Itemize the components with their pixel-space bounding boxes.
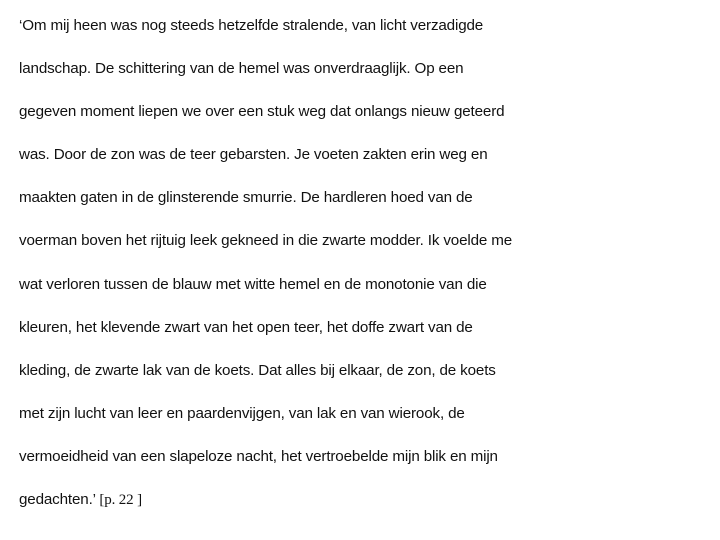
quote-line-end: gedachten.’ bbox=[19, 491, 96, 509]
quote-line: maakten gaten in de glinsterende smurrie. De hardleren hoed van de bbox=[19, 189, 473, 207]
quote-line: kleding, de zwarte lak van de koets. Dat alles bij elkaar, de zon, de koets bbox=[19, 361, 496, 379]
page-citation: [p. 22 ] bbox=[99, 492, 142, 509]
quote-line: wat verloren tussen de blauw met witte hemel en de monotonie van die bbox=[19, 275, 487, 293]
quote-line: voerman boven het rijtuig leek gekneed in die zwarte modder. Ik voelde me bbox=[19, 232, 513, 250]
quote-line: ‘Om mij heen was nog steeds hetzelfde stralende, van licht verzadigde bbox=[19, 17, 484, 34]
quote-line: kleuren, het klevende zwart van het open teer, het doffe zwart van de bbox=[19, 318, 473, 336]
quote-block bbox=[19, 16, 709, 533]
quote-line: gegeven moment liepen we over een stuk weg dat onlangs nieuw geteerd bbox=[19, 103, 505, 121]
quote-line: met zijn lucht van leer en paardenvijgen, van lak en van wierook, de bbox=[19, 404, 465, 422]
quote-line: landschap. De schittering van de hemel was onverdraaglijk. Op een bbox=[19, 60, 464, 78]
quote-line: vermoeidheid van een slapeloze nacht, het vertroebelde mijn blik en mijn bbox=[19, 447, 498, 465]
quote-line: was. Door de zon was de teer gebarsten. Je voeten zakten erin weg en bbox=[19, 146, 488, 164]
quote-last-line bbox=[19, 490, 709, 533]
